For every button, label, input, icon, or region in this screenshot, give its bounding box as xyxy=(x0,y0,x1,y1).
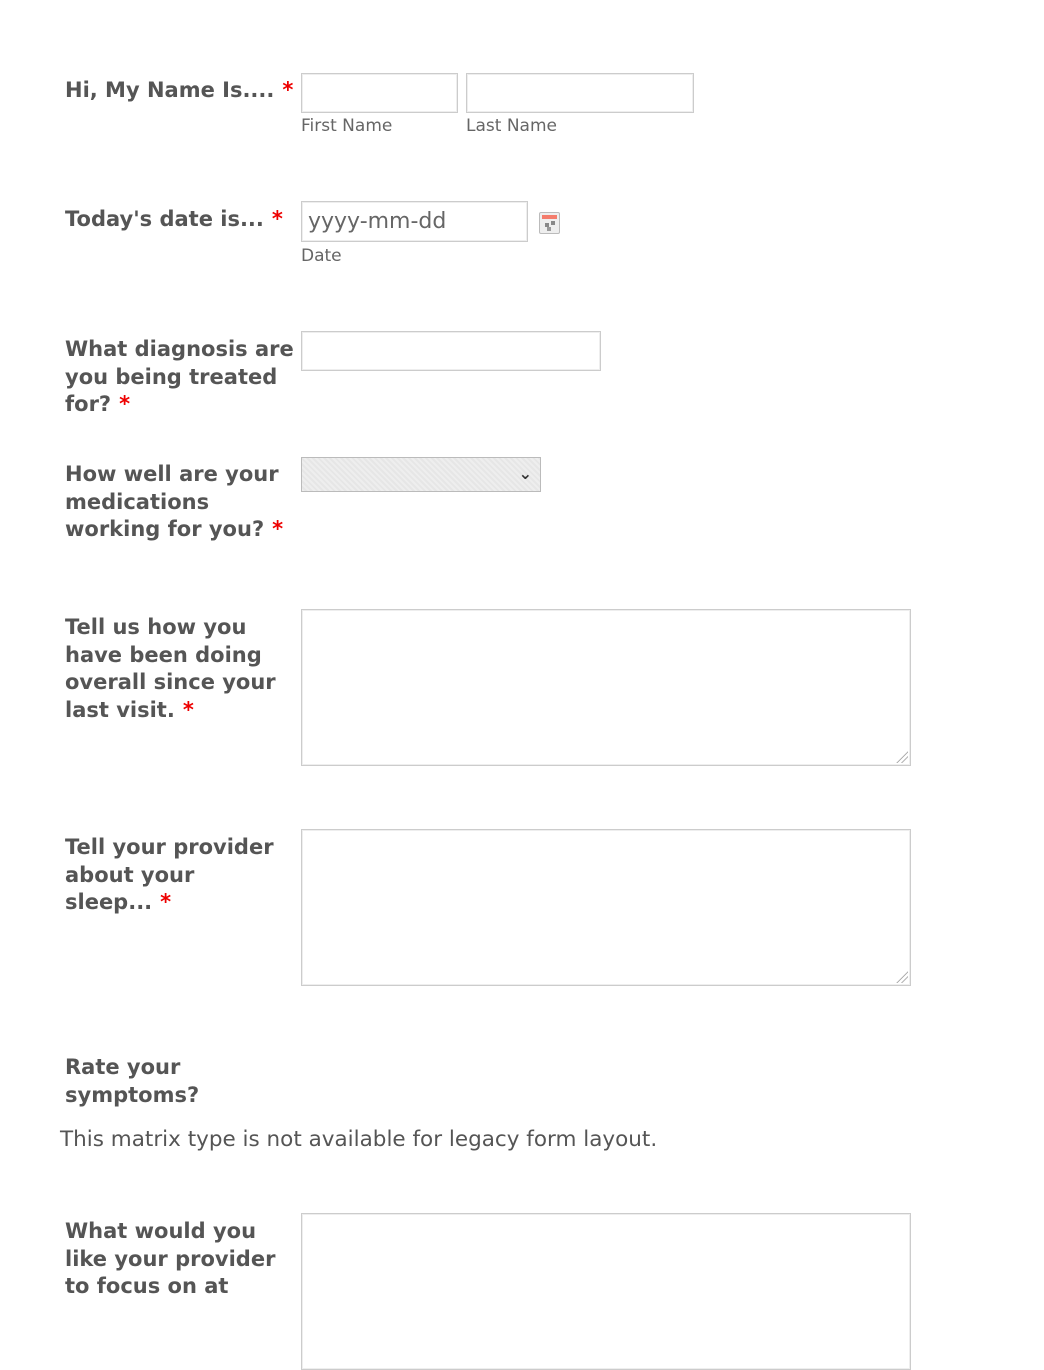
overall-label: Tell us how you have been doing overall since your last visit. * xyxy=(65,615,276,722)
last-name-sublabel: Last Name xyxy=(466,116,557,136)
required-asterisk: * xyxy=(160,890,172,914)
medications-select[interactable] xyxy=(301,457,541,492)
chevron-down-icon: ⌄ xyxy=(518,464,532,483)
sleep-textarea[interactable] xyxy=(301,829,911,986)
resize-handle-icon[interactable] xyxy=(896,751,908,763)
name-label: Hi, My Name Is.... * xyxy=(65,78,294,102)
diagnosis-label: What diagnosis are you being treated for? * xyxy=(65,337,294,416)
required-asterisk: * xyxy=(282,78,294,102)
required-asterisk: * xyxy=(119,392,131,416)
required-asterisk: * xyxy=(271,207,283,231)
first-name-sublabel: First Name xyxy=(301,116,393,136)
focus-textarea[interactable] xyxy=(301,1213,911,1370)
medications-label: How well are your medications working for you? * xyxy=(65,462,284,541)
overall-textarea[interactable] xyxy=(301,609,911,766)
diagnosis-input[interactable] xyxy=(301,331,601,371)
matrix-unavailable-notice: This matrix type is not available for legacy form layout. xyxy=(60,1127,658,1152)
calendar-icon[interactable] xyxy=(539,212,560,234)
date-sublabel: Date xyxy=(301,246,342,266)
date-input[interactable] xyxy=(301,201,528,242)
focus-label: What would you like your provider to focus on at xyxy=(65,1219,276,1298)
required-asterisk: * xyxy=(182,697,194,722)
first-name-input[interactable] xyxy=(301,73,458,113)
sleep-label: Tell your provider about your sleep... * xyxy=(65,835,274,914)
last-name-input[interactable] xyxy=(466,73,694,113)
symptoms-label: Rate your symptoms? xyxy=(65,1055,200,1107)
required-asterisk: * xyxy=(272,517,284,541)
resize-handle-icon[interactable] xyxy=(896,971,908,983)
date-label: Today's date is... * xyxy=(65,207,283,231)
